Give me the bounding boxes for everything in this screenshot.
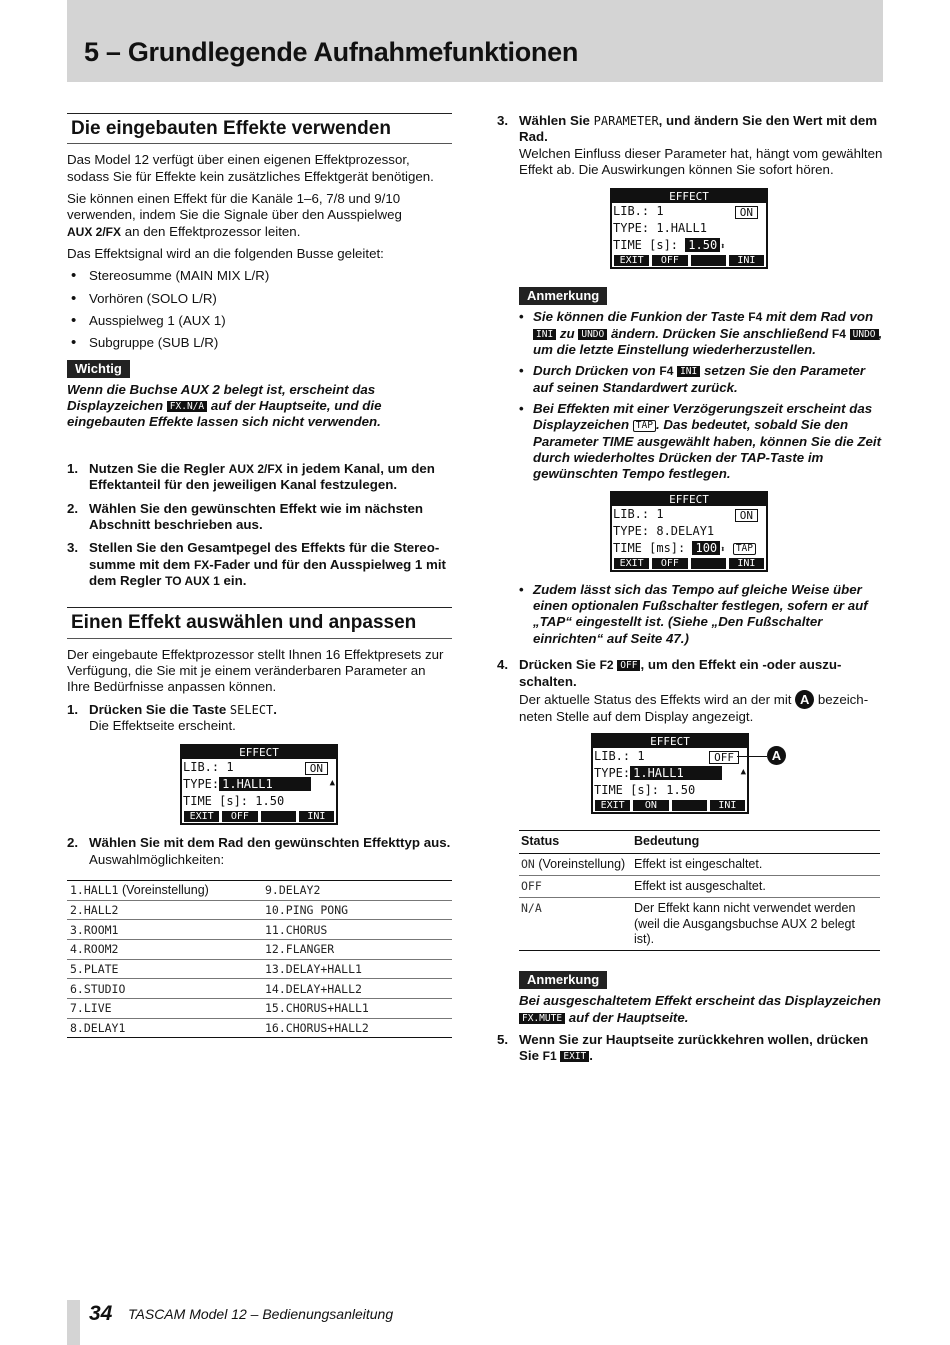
list-item: 1. Nutzen Sie die Regler AUX 2/FX in jedem Kanal, um den Effektanteil für den jeweiligen Kanal festzulegen.	[67, 460, 435, 493]
status-table	[519, 830, 880, 951]
table-row: 7.LIVE 15.CHORUS+HALL1	[67, 999, 452, 1019]
section-title-select: Einen Effekt auswählen und anpassen	[67, 607, 452, 638]
section-title-effects: Die eingebauten Effekte verwenden	[67, 113, 452, 144]
callout-line	[737, 756, 767, 757]
paragraph: Das Model 12 verfügt über einen eigenen Effektprozessor, sodass Sie für Effekte kein zusätzliches Effektgerät benötigen.	[67, 152, 434, 184]
note-block-2	[519, 971, 883, 1026]
list-item: • Ausspielweg 1 (AUX 1)	[67, 313, 452, 329]
table-row: 8.DELAY1 16.CHORUS+HALL2	[67, 1018, 452, 1038]
footer-bar	[67, 1300, 80, 1345]
paragraph: Der eingebaute Effektprozessor stellt Ihnen 16 Effektpresets zur Verfügung, die Sie mit je einem veränderbaren Parameter an Ihre Bedürfnisse anpassen können.	[67, 646, 444, 695]
note-label: Anmerkung	[519, 287, 607, 305]
list-item: • Stereosumme (MAIN MIX L/R)	[67, 268, 452, 284]
list-item: 4. Drücken Sie F2 OFF , um den Effekt ein -oder auszuschalten. Der aktuelle Status des Effekts wird an der mit A bezeichneten Stelle auf dem Display angezeigt.	[497, 657, 869, 724]
list-item: • Zudem lässt sich das Tempo auf gleiche Weise über einen optionalen Fußschalter festlegen, sofern er auf „TAP“ eingestellt ist. (Siehe „Den Fußschalter einrichten“ auf Seite 47.)	[519, 582, 883, 647]
chapter-title: 5 – Grundlegende Aufnahmefunktionen	[84, 37, 579, 67]
note-block-1	[519, 287, 883, 482]
table-row: 4.ROOM2 12.FLANGER	[67, 940, 452, 960]
list-item: • Bei Effekten mit einer Verzögerungszeit erscheint das Displayzeichen TAP . Das bedeutet, sobald Sie den Parameter TIME ausgewählt haben, können Sie die Zeit durch wiederholtes Drücken der TAP-Taste im gewünschten Tempo festlegen.	[519, 401, 883, 483]
important-text: Wenn die Buchse AUX 2 belegt ist, erscheint das Displayzeichen FX.N/A auf der Hauptseite, und die eingebauten Effekte lassen sich nicht verwenden.	[67, 381, 382, 430]
list-item: 5. Wenn Sie zur Hauptseite zurückkehren wollen, drücken Sie F1 EXIT .	[497, 1032, 869, 1064]
lcd-effect-screen-4: EFFECT LIB.: 1 OFF TYPE: 1.HALL1 ▲ TIME [s]: 1.50 EXIT ON INI	[591, 733, 749, 814]
note-text: Bei ausgeschaltetem Effekt erscheint das Displayzeichen FX.MUTE auf der Hauptseite.	[519, 993, 881, 1025]
table-row: N/A Der Effekt kann nicht verwendet werden (weil die Ausgangsbuchse AUX 2 belegt ist).	[519, 898, 880, 951]
list-item: 2. Wählen Sie mit dem Rad den gewünschten Effekttyp aus. Auswahlmöglichkeiten:	[67, 835, 451, 867]
list-item: • Subgruppe (SUB L/R)	[67, 335, 452, 351]
table-header-row: Status Bedeutung	[519, 831, 880, 853]
page-number: 34	[89, 1302, 113, 1325]
footer-title: TASCAM Model 12 – Bedienungsanleitung	[128, 1306, 394, 1322]
table-row: 3.ROOM1 11.CHORUS	[67, 920, 452, 940]
right-column	[497, 113, 883, 1072]
lcd-effect-screen-1: EFFECT LIB.: 1 ON TYPE: 1.HALL1 ▲ TIME [s]: 1.50 EXIT OFF INI	[180, 744, 338, 825]
list-item: • Durch Drücken von F4 INI setzen Sie den Parameter auf seinen Standardwert zurück.	[519, 363, 883, 396]
note-list	[519, 309, 883, 482]
table-row: OFF Effekt ist ausgeschaltet.	[519, 875, 880, 897]
lcd-effect-screen-2: EFFECT LIB.: 1 ON TYPE: 1.HALL1 TIME [s]: 1.50 ⬍ EXIT OFF INI	[610, 188, 768, 269]
callout-a-icon: A	[795, 690, 814, 709]
effect-type-table	[67, 880, 452, 1039]
lcd-effect-screen-3: EFFECT LIB.: 1 ON TYPE: 8.DELAY1 TIME [ms]: 100 ⬍ TAP EXIT OFF INI	[610, 491, 768, 572]
list-item: • Sie können die Funkion der Taste F4 mit dem Rad von INI zu UNDO ändern. Drücken Sie anschließend F4 UNDO , um die letzte Einstellung wiederherzustellen.	[519, 309, 883, 358]
list-item: • Vorhören (SOLO L/R)	[67, 291, 452, 307]
table-row: 5.PLATE 13.DELAY+HALL1	[67, 959, 452, 979]
paragraph: Das Effektsignal wird an die folgenden Busse geleitet:	[67, 246, 384, 262]
step-list-4	[497, 113, 883, 178]
table-row: 1.HALL1 (Voreinstellung) 9.DELAY2	[67, 880, 452, 900]
table-row: ON (Voreinstellung) Effekt ist eingeschaltet.	[519, 853, 880, 875]
step-list-5	[497, 657, 883, 725]
table-row: 2.HALL2 10.PING PONG	[67, 900, 452, 920]
callout-a-icon: A	[767, 746, 786, 765]
display-chip: FX.N/A	[167, 401, 207, 412]
list-item: 2. Wählen Sie den gewünschten Effekt wie im nächsten Abschnitt beschrieben aus.	[67, 500, 423, 532]
chapter-header-bar	[67, 0, 883, 82]
list-item: 3. Wählen Sie PARAMETER, und ändern Sie den Wert mit dem Rad. Welchen Einfluss dieser Parameter hat, hängt vom gewählten Effekt ab. Die Auswirkungen können Sie sofort hören.	[497, 113, 883, 178]
bus-list	[67, 268, 452, 351]
left-column	[67, 113, 452, 1038]
lcd4-wrapper	[591, 733, 791, 814]
step-list-3	[67, 835, 452, 868]
note-label: Anmerkung	[519, 971, 607, 989]
list-item: 1. Drücken Sie die Taste SELECT. Die Effektseite erscheint.	[67, 701, 277, 733]
step-list-6	[497, 1032, 883, 1065]
table-row: 6.STUDIO 14.DELAY+HALL2	[67, 979, 452, 999]
note-list-extra	[519, 582, 883, 647]
step-list-2	[67, 702, 452, 735]
step-list-1	[67, 461, 452, 589]
important-label: Wichtig	[67, 360, 130, 378]
paragraph: Sie können einen Effekt für die Kanäle 1–6, 7/8 und 9/10 verwenden, indem Sie die Signale über den Ausspielweg AUX 2/FX an den Effektprozessor leiten.	[67, 191, 402, 239]
list-item: 3. Stellen Sie den Gesamtpegel des Effekts für die Stereosumme mit dem FX-Fader und für den Ausspielweg 1 mit dem Regler TO AUX 1 ein.	[67, 540, 446, 588]
